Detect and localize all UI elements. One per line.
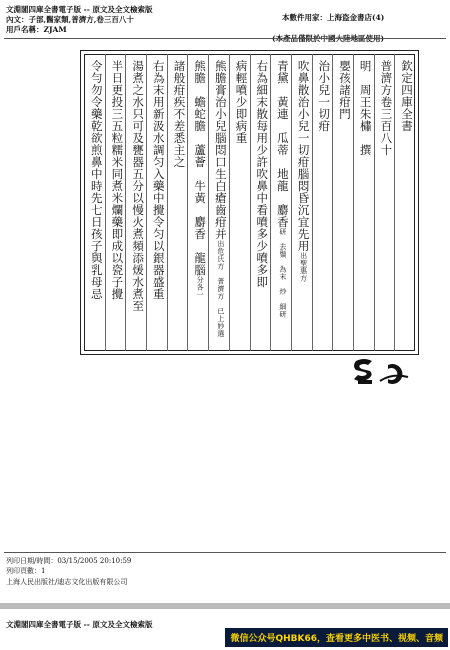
column-main-text: 湯煮之水只可及甕器五分以慢火煮頻添煖水煮至 [131, 60, 146, 312]
column-rule [125, 54, 126, 351]
header-line-1: 文淵閣四庫全書電子版 -- 原文及全文檢索版 [6, 5, 153, 14]
column-rule [374, 54, 375, 351]
footer-page-count: 列印頁數：1 [6, 567, 46, 575]
next-page-header: 文淵閣四庫全書電子版 -- 原文及全文檢索版 [6, 620, 153, 629]
column-annotation: 出聖惠方 [299, 252, 308, 282]
column-main-text: 青黛 黃連 瓜蒂 地龍 麝香 [275, 60, 290, 228]
header-right-1: 本數件用家：上海盗金書店(4) [282, 13, 385, 22]
text-column [395, 60, 414, 345]
text-column [230, 60, 249, 345]
column-main-text: 右為末用新汲水調匀入藥中攪令匀以銀器盛重 [151, 60, 166, 300]
column-rule [394, 54, 395, 351]
column-rule [250, 54, 251, 351]
text-column [271, 60, 290, 345]
column-main-text: 治小兒一切疳 [317, 60, 332, 132]
text-column [313, 60, 332, 345]
column-rule [187, 54, 188, 351]
publisher-logo-icon [352, 355, 412, 387]
text-column [251, 60, 270, 345]
text-column [209, 60, 228, 345]
column-rule [332, 54, 333, 351]
text-column [354, 60, 373, 345]
footer-publisher: 上海人民出版社/迪志文化出版有限公司 [6, 578, 128, 586]
column-rule [353, 54, 354, 351]
text-column [106, 60, 125, 345]
column-annotation: 分各一 [196, 276, 205, 299]
column-main-text: 諸般疳疾不差悉主之 [172, 60, 187, 168]
book-text-area [84, 54, 415, 351]
column-rule [229, 54, 230, 351]
text-column [147, 60, 166, 345]
promo-banner: 微信公众号QHBK66，查看更多中医书、视频、音频 [225, 628, 448, 647]
column-main-text: 熊膽膏治小兒腦悶口生白瘡齒疳并 [213, 60, 228, 240]
column-main-text: 普濟方卷三百八十 [379, 60, 394, 156]
header-right-2: (本產品僅限於中國大陸地區使用) [272, 34, 385, 43]
column-main-text: 欽定四庫全書 [400, 60, 414, 132]
header-rule [4, 38, 446, 39]
column-rule [312, 54, 313, 351]
header-line-3: 用戶名稱：ZJAM [6, 25, 67, 34]
column-rule [270, 54, 271, 351]
column-rule [105, 54, 106, 351]
column-main-text: 吹鼻散治小兒一切疳腦悶昏沉宜先用 [296, 60, 311, 252]
column-main-text: 明 周王朱橚 撰 [358, 60, 373, 156]
text-column [85, 60, 104, 345]
header-line-2: 內文：子部,醫家類,普濟方,卷三百八十 [6, 15, 134, 24]
column-main-text: 半日更投三五粒糯米同煮米爛藥即成以瓷子攪 [110, 60, 125, 300]
footer-rule [4, 552, 446, 553]
column-main-text: 嬰孩諸疳門 [337, 60, 352, 120]
sd-logo-icon [352, 355, 412, 387]
column-rule [167, 54, 168, 351]
column-main-text: 熊膽 蟾蛇膽 蘆薈 牛黃 麝香 龍腦 [193, 60, 208, 276]
column-main-text: 右為細末散每用少許吹鼻中看噴多少噴多即 [255, 60, 270, 288]
column-main-text: 令勻勿令藥乾欲煎鼻中時先七日孩子與乳母忌 [89, 60, 104, 300]
column-rule [291, 54, 292, 351]
column-rule [208, 54, 209, 351]
footer-print-time: 列印日期/時間：03/15/2005 20:10:59 [6, 557, 132, 565]
column-annotation: 研 去鬚 為末 炒 細研 [278, 228, 287, 318]
column-rule [146, 54, 147, 351]
text-column [375, 60, 394, 345]
text-column [188, 60, 207, 345]
column-main-text: 病輕噴少即病重 [234, 60, 249, 144]
column-annotation: 出危氏方 普濟方 已上妙選 [216, 240, 225, 338]
text-column [126, 60, 145, 345]
text-column [292, 60, 311, 345]
text-column [333, 60, 352, 345]
page-break-bar [0, 603, 450, 609]
text-column [168, 60, 187, 345]
